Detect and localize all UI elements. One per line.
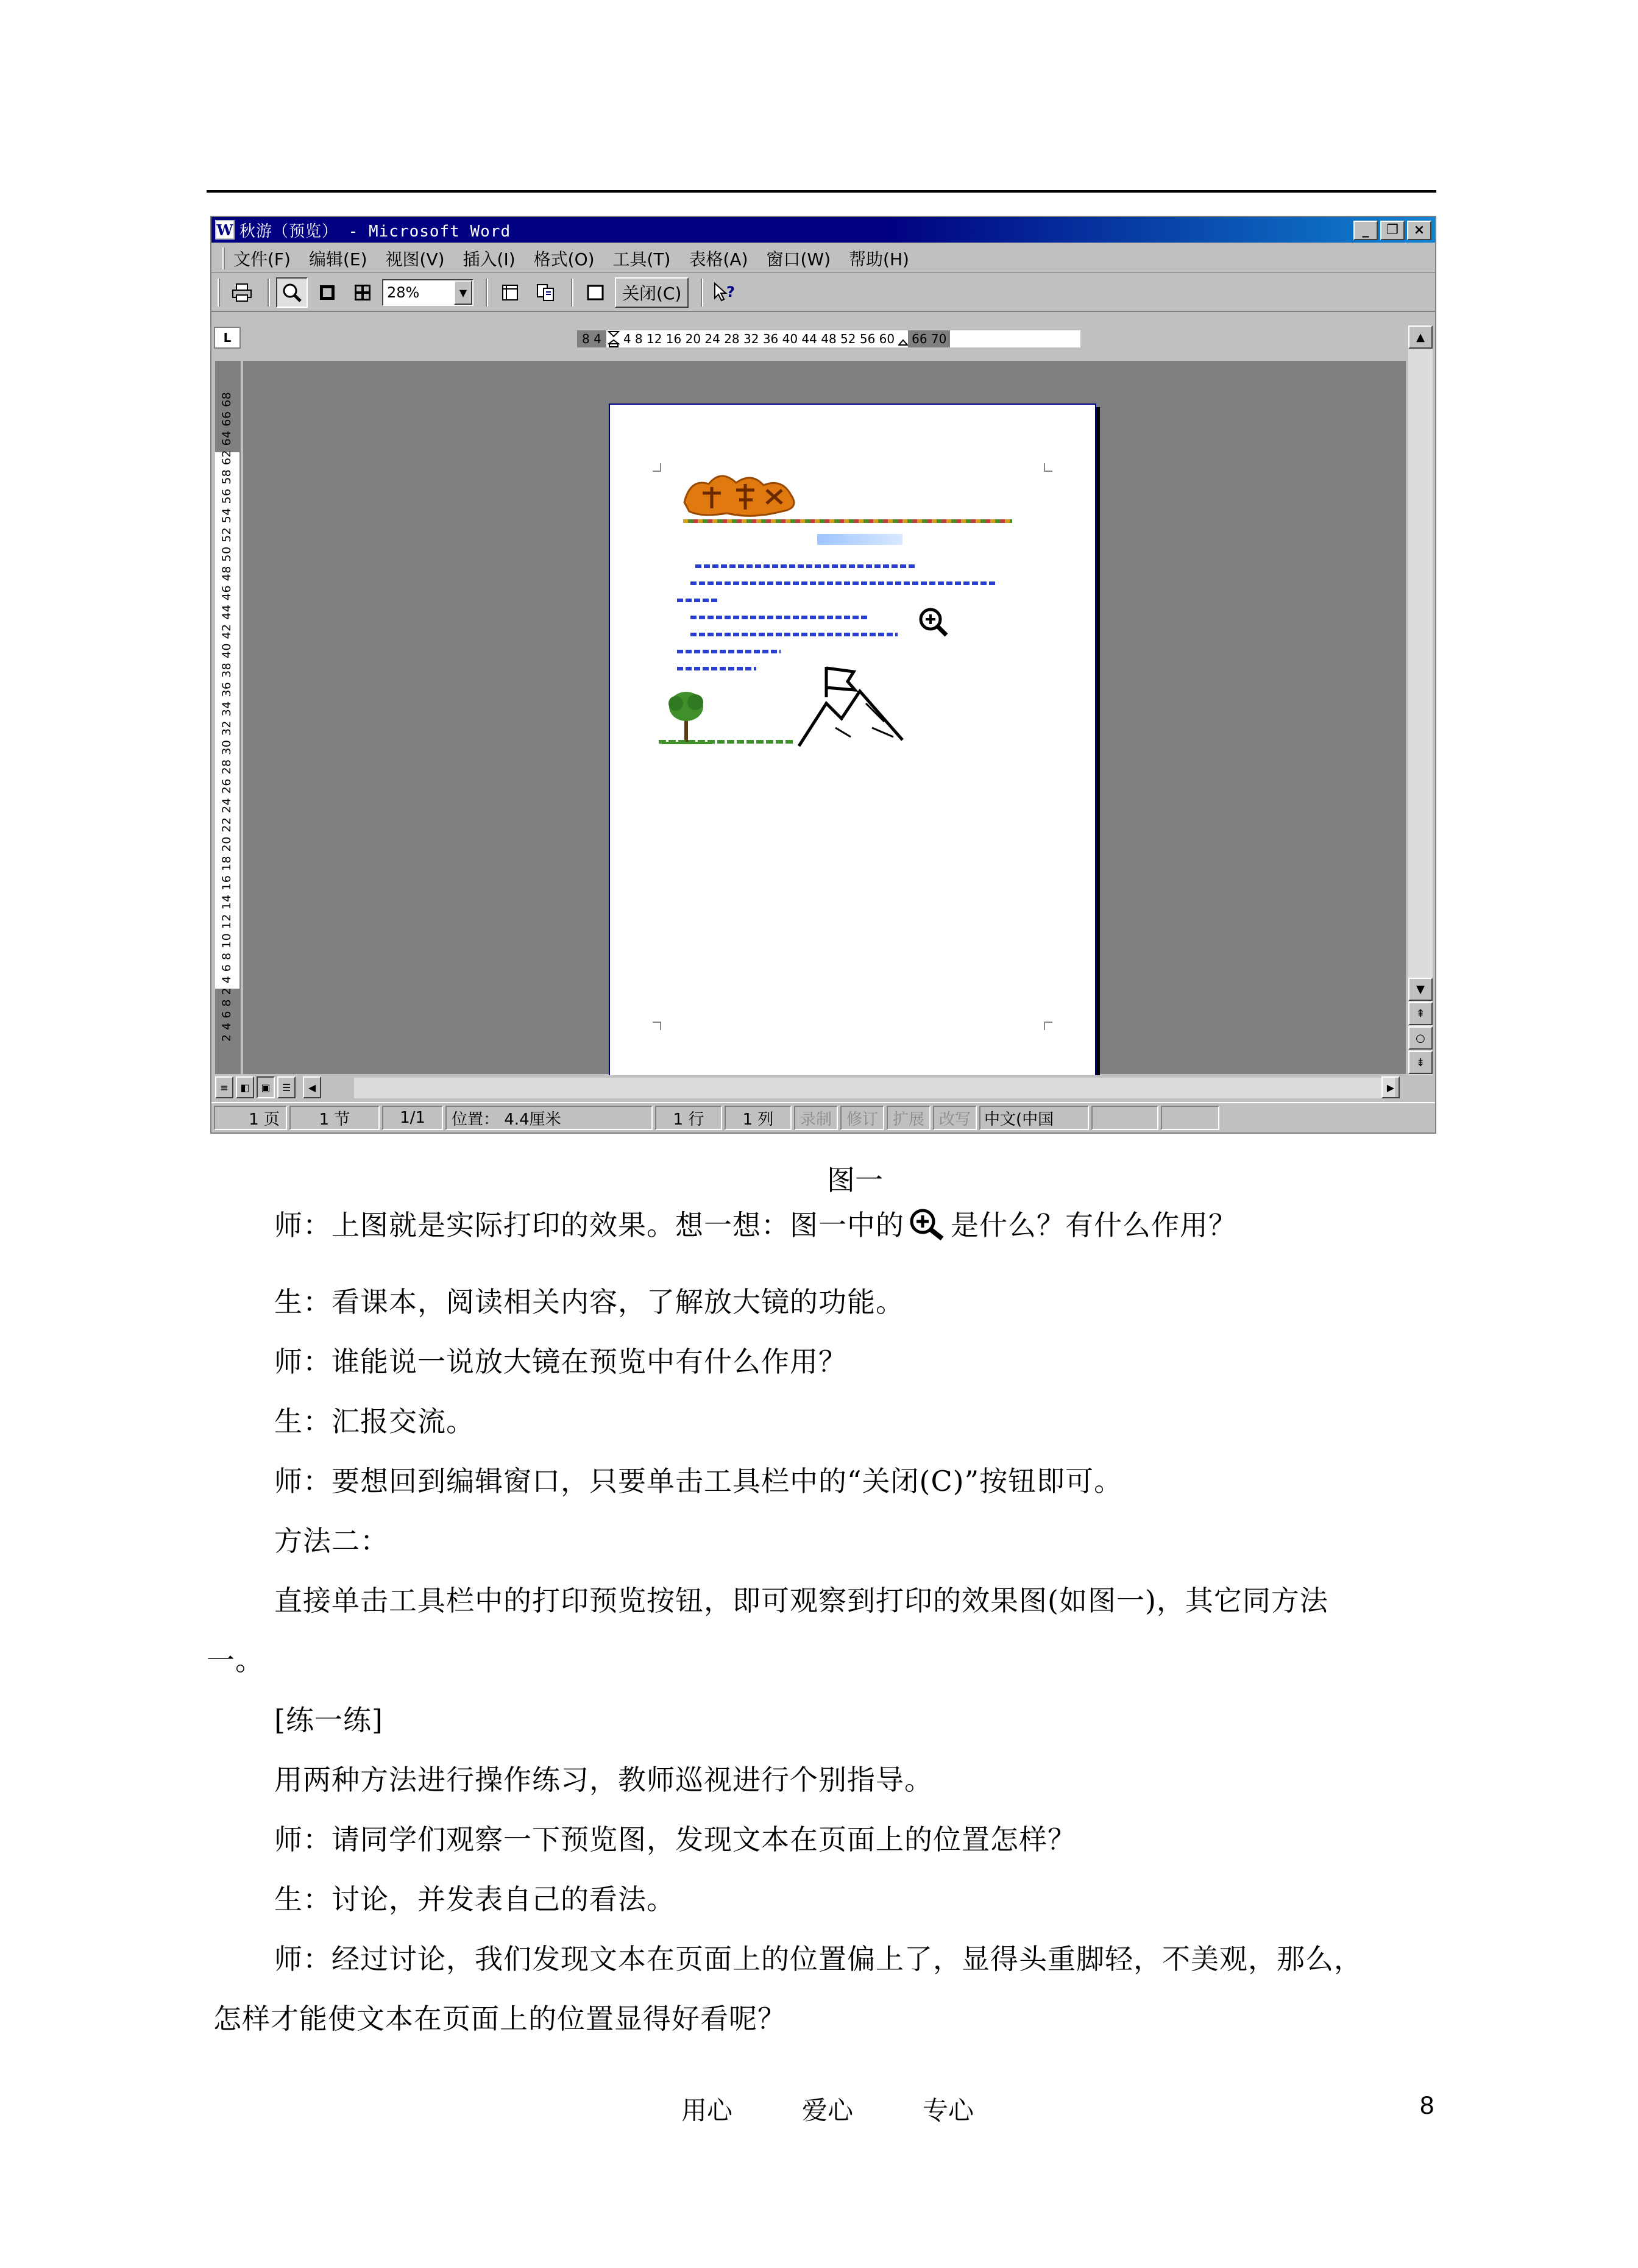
- crop-mark: [653, 1022, 661, 1030]
- status-track-changes[interactable]: 修订: [840, 1106, 884, 1130]
- mini-text-line: [695, 564, 915, 568]
- multiple-pages-icon: [353, 283, 372, 302]
- paragraph: 师：请同学们观察一下预览图，发现文本在页面上的位置怎样？: [274, 1823, 1076, 1856]
- status-record[interactable]: 录制: [794, 1106, 838, 1130]
- paragraph: 直接单击工具栏中的打印预览按钮，即可观察到打印的效果图(如图一)，其它同方法: [274, 1584, 1328, 1617]
- vertical-ruler-numbers: 2 4 6 8 2 4 6 8 10 12 14 16 18 20 22 24 26 28 30 32 34 36 38 40 42 44 46 48 50 52 54 56 58 62 64 66 68: [220, 391, 233, 1042]
- menu-view[interactable]: 视图(V): [385, 249, 445, 269]
- footer-motto-1: 用心: [681, 2096, 733, 2125]
- paragraph: [练一练]: [274, 1704, 383, 1737]
- paragraph: 方法二：: [274, 1524, 389, 1557]
- status-page-count: 1/1: [382, 1106, 443, 1130]
- toolbar-separator: [268, 279, 270, 307]
- mountain-flag-clipart: [793, 661, 915, 752]
- vertical-ruler: [215, 361, 241, 1074]
- paragraph: 一。: [207, 1644, 264, 1677]
- ruler-right-margin: 66 70: [908, 330, 950, 347]
- magnifier-button[interactable]: [276, 277, 308, 308]
- tree-clipart: [659, 685, 714, 746]
- status-position: 位置： 4.4厘米: [445, 1106, 653, 1130]
- paragraph: 用两种方法进行操作练习，教师巡视进行个别指导。: [274, 1763, 933, 1796]
- footer-motto-3: 专心: [923, 2096, 974, 2125]
- crop-mark: [1044, 463, 1052, 472]
- paragraph: 生：汇报交流。: [274, 1405, 475, 1438]
- footer-motto-2: 爱心: [802, 2096, 854, 2125]
- status-section: 1 节: [289, 1106, 380, 1130]
- menu-format[interactable]: 格式(O): [533, 249, 595, 269]
- figure-caption: 图一: [827, 1164, 883, 1196]
- author-line: [817, 534, 902, 545]
- mini-text-line: [690, 633, 898, 636]
- menu-file[interactable]: 文件(F): [233, 249, 291, 269]
- next-page-button[interactable]: ⇟: [1408, 1051, 1433, 1074]
- menu-table[interactable]: 表格(A): [689, 249, 748, 269]
- menu-edit[interactable]: 编辑(E): [308, 249, 367, 269]
- one-page-icon: [318, 283, 336, 302]
- paragraph: 生：看课本，阅读相关内容，了解放大镜的功能。: [274, 1285, 904, 1318]
- ruler-icon: [500, 283, 520, 302]
- paragraph: 师：上图就是实际打印的效果。想一想：图一中的 是什么？有什么作用？: [274, 1203, 1237, 1243]
- close-window-button[interactable]: ×: [1407, 221, 1431, 240]
- title-bar: [211, 217, 1435, 243]
- web-view-button[interactable]: ◧: [236, 1076, 254, 1098]
- scroll-up-button[interactable]: ▲: [1408, 325, 1433, 349]
- ruler-left-margin: 8 4: [577, 330, 606, 347]
- indent-marker-icon[interactable]: [608, 330, 620, 347]
- word-app-icon: W: [215, 220, 235, 240]
- status-line: 1 行: [655, 1106, 722, 1130]
- ruler-numbers: 4 8 12 16 20 24 28 32 36 40 44 48 52 56 60: [623, 332, 895, 346]
- close-preview-label: 关闭(C): [622, 283, 682, 304]
- restore-button[interactable]: ❐: [1380, 221, 1405, 240]
- full-screen-icon: [586, 283, 604, 302]
- browse-object-button[interactable]: ○: [1408, 1026, 1433, 1050]
- chevron-down-icon[interactable]: ▼: [454, 280, 472, 305]
- mini-text-line: [677, 650, 781, 653]
- menu-grip: [222, 247, 225, 269]
- page-number: 8: [1420, 2091, 1434, 2119]
- status-spare: [1161, 1106, 1219, 1130]
- menu-help[interactable]: 帮助(H): [849, 249, 909, 269]
- paragraph: 怎样才能使文本在页面上的位置显得好看呢？: [213, 2002, 786, 2035]
- print-preview-area[interactable]: [243, 361, 1406, 1074]
- toolbar-grip: [218, 279, 220, 307]
- scroll-left-button[interactable]: ◀: [303, 1076, 321, 1098]
- toolbar-separator: [571, 279, 573, 307]
- status-overtype[interactable]: 改写: [933, 1106, 977, 1130]
- previous-page-button[interactable]: ⇞: [1408, 1002, 1433, 1025]
- one-page-button[interactable]: [311, 277, 343, 308]
- horizontal-scroll-track[interactable]: [354, 1078, 1395, 1098]
- close-preview-button[interactable]: [615, 277, 689, 308]
- decorative-divider: [683, 519, 1012, 523]
- scroll-right-button[interactable]: ▶: [1381, 1076, 1400, 1098]
- minimize-button[interactable]: _: [1353, 221, 1378, 240]
- paragraph: 生：讨论，并发表自己的看法。: [274, 1883, 675, 1916]
- ruler-track: [577, 330, 1080, 347]
- menu-window[interactable]: 窗口(W): [766, 249, 831, 269]
- toolbar-separator: [486, 279, 488, 307]
- window-title: 秋游（预览） - Microsoft Word: [239, 222, 511, 241]
- decorative-title-art: [678, 466, 806, 521]
- status-spare: [1091, 1106, 1158, 1130]
- right-indent-marker-icon[interactable]: [898, 330, 908, 347]
- shrink-to-fit-icon: [536, 283, 555, 302]
- mini-text-line: [690, 616, 867, 619]
- status-column: 1 列: [725, 1106, 792, 1130]
- menu-bar: [211, 244, 1435, 273]
- vertical-scrollbar[interactable]: [1408, 325, 1433, 1075]
- preview-toolbar: [211, 274, 1435, 312]
- mini-text-line: [677, 599, 720, 602]
- outline-view-button[interactable]: ☰: [277, 1076, 296, 1098]
- horizontal-scrollbar[interactable]: [211, 1075, 1435, 1101]
- page-view-button[interactable]: ▣: [257, 1076, 275, 1098]
- help-pointer-icon: [713, 282, 737, 303]
- view-ruler-button[interactable]: [494, 277, 526, 308]
- scroll-down-button[interactable]: ▼: [1408, 978, 1433, 1001]
- context-help-button[interactable]: [709, 277, 741, 308]
- paragraph: 师：要想回到编辑窗口，只要单击工具栏中的“关闭(C)”按钮即可。: [274, 1465, 1123, 1498]
- menu-tools[interactable]: 工具(T): [612, 249, 671, 269]
- status-page: 1 页: [214, 1106, 287, 1130]
- magnifier-icon: [282, 282, 302, 303]
- magnifier-icon: [908, 1207, 947, 1241]
- mini-text-line: [677, 667, 756, 670]
- paragraph: 师：谁能说一说放大镜在预览中有什么作用？: [274, 1345, 847, 1378]
- menu-insert[interactable]: 插入(I): [463, 249, 516, 269]
- mini-text-line: [690, 581, 995, 585]
- full-screen-button[interactable]: [580, 277, 611, 308]
- multiple-pages-button[interactable]: [347, 277, 378, 308]
- normal-view-button[interactable]: ≡: [215, 1076, 233, 1098]
- status-language: 中文(中国: [979, 1106, 1089, 1130]
- printer-icon: [232, 283, 252, 302]
- horizontal-ruler: [211, 325, 1435, 350]
- word-window-screenshot: [210, 216, 1436, 1134]
- header-rule: [207, 190, 1436, 193]
- shrink-to-fit-button[interactable]: [530, 277, 561, 308]
- toolbar-separator: [701, 279, 703, 307]
- preview-page[interactable]: [609, 403, 1096, 1090]
- status-bar: [211, 1102, 1435, 1132]
- paragraph: 师：经过讨论，我们发现文本在页面上的位置偏上了，显得头重脚轻，不美观，那么，: [274, 1943, 1363, 1975]
- crop-mark: [1044, 1022, 1052, 1030]
- magnifier-cursor-icon: [917, 606, 950, 639]
- tab-stop-selector[interactable]: L: [214, 327, 241, 349]
- svg-text:?: ?: [726, 283, 736, 300]
- mini-text-line: [659, 740, 793, 744]
- status-extend[interactable]: 扩展: [887, 1106, 931, 1130]
- print-button[interactable]: [226, 277, 258, 308]
- zoom-value: 28%: [387, 284, 420, 301]
- zoom-select[interactable]: [382, 279, 473, 306]
- crop-mark: [653, 463, 661, 472]
